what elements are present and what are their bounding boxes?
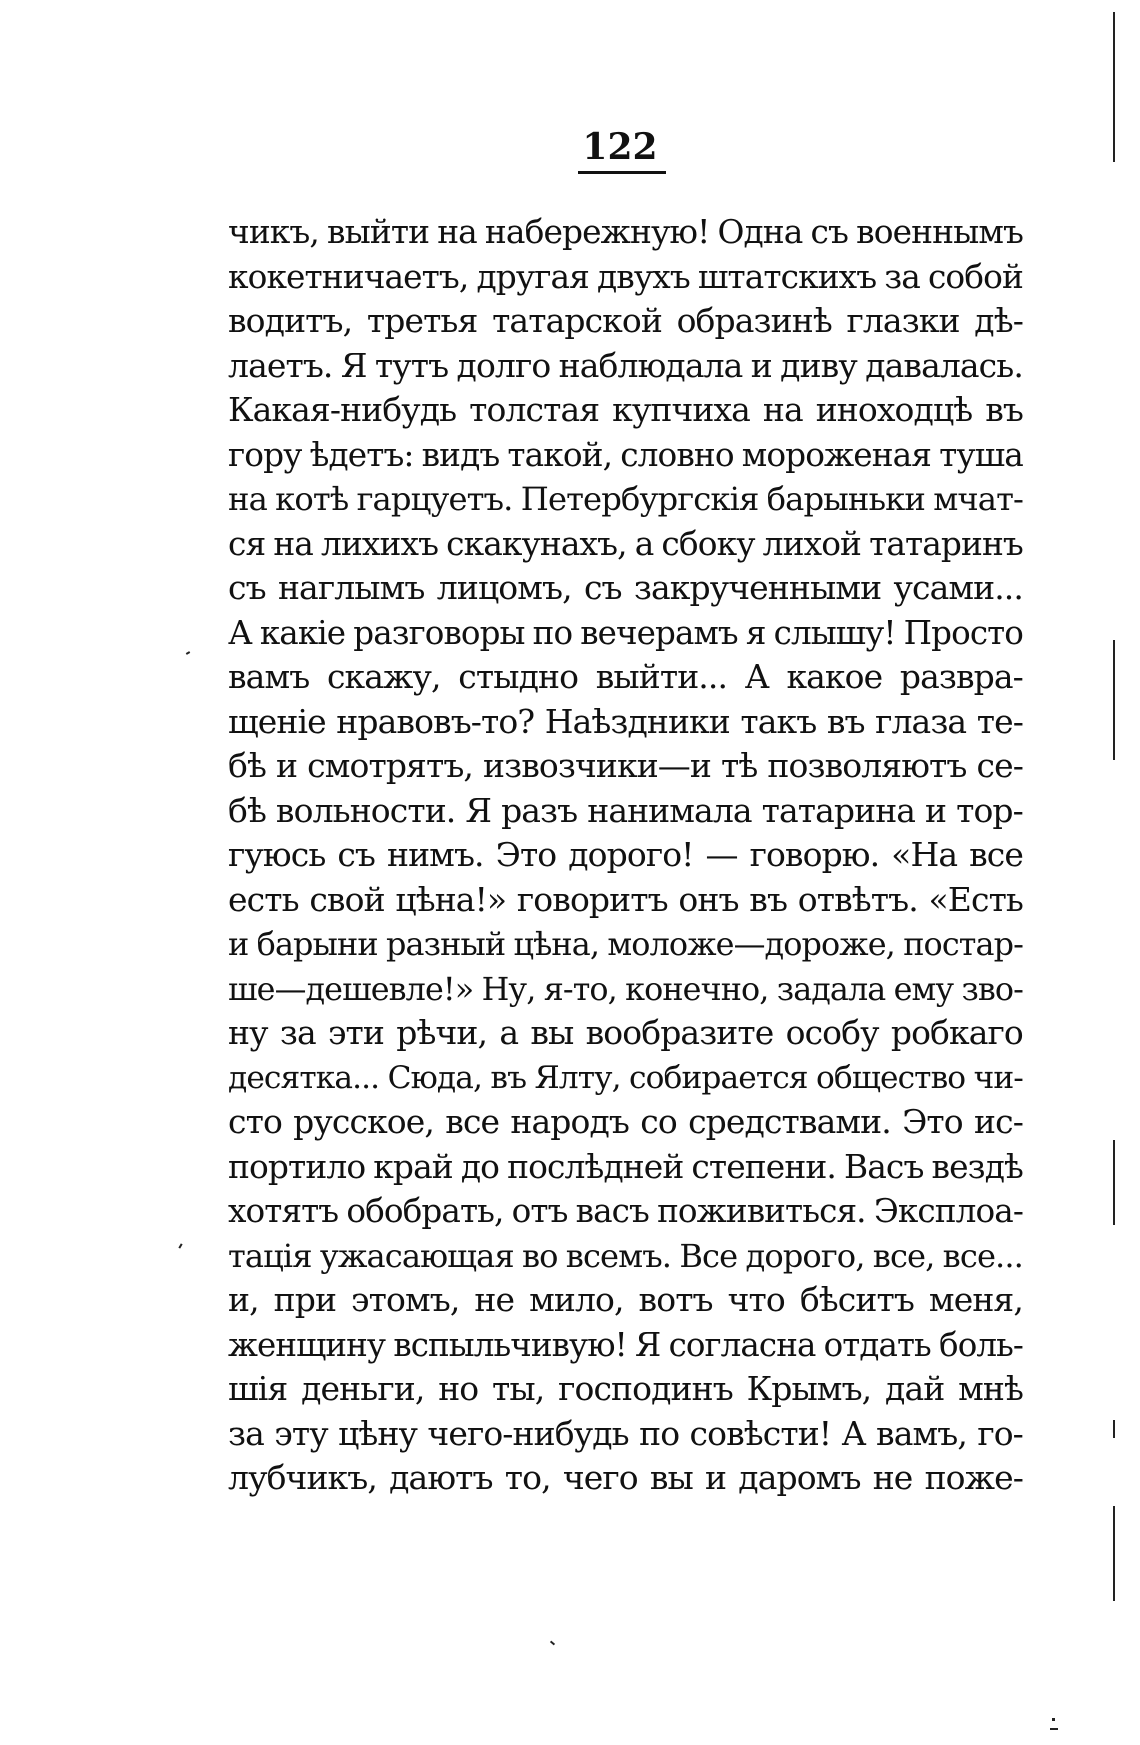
word: мороженая [741,435,932,474]
text-line [228,1456,1023,1501]
word: вы [649,1458,693,1497]
word: говоритъ [516,879,668,919]
word: вамъ [228,657,310,696]
word: и [750,345,772,385]
word: отъ [511,1192,568,1230]
word: вамъ, [876,1413,967,1453]
word: общество [816,1059,966,1096]
word: съ [337,835,376,874]
word: край [373,1146,453,1186]
word: вы [530,1013,574,1052]
word: закрученными [633,568,882,607]
word: мило, [529,1280,624,1319]
page-number-rule [578,171,666,174]
word: извозчики—и [483,746,711,785]
word: купчиха [612,390,750,429]
word: долго [456,345,551,385]
word: гарцуетъ. [356,480,513,518]
word: собирается [629,1059,808,1096]
word: дѣ- [974,301,1023,340]
word: на [762,390,803,429]
word: съ [810,213,849,251]
word: такой, [507,435,613,474]
word: хотятъ [228,1192,339,1230]
text-line [228,344,1023,389]
word: словно [620,435,734,474]
text-line [228,1145,1023,1190]
word: зво- [961,969,1023,1008]
word: нанимала [587,790,752,830]
text-line [228,967,1023,1012]
word: все... [942,1236,1023,1275]
word: гору [228,435,302,474]
word: десятка... [228,1059,380,1096]
word: ужасающая [319,1236,514,1275]
word: вотъ [638,1280,713,1319]
word: бѣситъ [799,1280,914,1319]
scan-margin-line [1113,640,1115,760]
word: двухъ [597,257,690,296]
word: разговоры [353,613,525,652]
word: Просто [903,613,1023,652]
word: господинъ [558,1369,733,1408]
word: согласна [668,1325,816,1364]
word: моложе—дороже, [607,925,895,963]
word: лихой [762,524,862,563]
scan-margin-line [1113,1420,1115,1438]
word: цѣну [338,1413,418,1453]
scan-speck [1050,1728,1058,1730]
word: ис- [974,1102,1023,1141]
text-line [228,388,1023,433]
word: во [521,1236,558,1275]
word: Петербургскія [520,480,759,518]
word: я-то, [543,969,617,1008]
word: поже- [924,1458,1023,1497]
text-line [228,789,1023,834]
word: тѣ [721,746,758,785]
word: Эксплоа- [873,1192,1023,1230]
word: цѣна!» [395,879,507,919]
word: го- [977,1413,1023,1453]
word: развра- [899,657,1023,696]
word: нравовъ-то? [336,701,535,741]
word: послѣдней [507,1146,684,1186]
word: отдать [823,1325,931,1364]
word: съ [583,568,622,607]
word: нимъ. [386,835,484,874]
word: собой [927,257,1023,296]
word: дорого, [745,1236,865,1275]
scan-speck [1052,1718,1055,1721]
scan-margin-line [1113,1506,1115,1601]
word: водитъ, [228,301,353,340]
word: разъ [501,790,578,830]
word: и [705,1458,727,1497]
word: А [228,613,252,652]
word: ше—дешевле!» [228,969,474,1008]
word: татарской [492,301,662,340]
page-number: 122 [582,126,658,168]
word: Крымъ, [746,1369,872,1408]
body-text [228,210,1023,1501]
word: скажу, [326,657,441,696]
word: А [744,657,769,696]
word: Это [495,835,557,874]
word: и [276,746,298,785]
word: се- [976,746,1023,785]
word: ѣдетъ: [309,435,414,474]
word: смотрятъ, [307,746,473,785]
word: даромъ [738,1458,861,1497]
word: вечерамъ [580,613,738,652]
word: глазки [846,301,960,340]
word: портило [228,1146,366,1186]
text-line [228,1011,1023,1056]
word: тор- [956,790,1023,830]
word: робкаго [890,1013,1023,1052]
word: не [474,1280,515,1319]
word: наглымъ [277,568,425,607]
word: какіе [259,613,346,652]
word: Ялту, [534,1059,621,1096]
word: Ну, [481,969,536,1008]
text-line [228,433,1023,478]
word: ну [228,1013,268,1052]
word: говорю. [749,835,880,874]
word: боль- [939,1325,1023,1364]
word: выйти [327,213,430,251]
word: Я [465,790,492,830]
scan-speck [550,1641,555,1646]
word: народъ [510,1102,629,1141]
word: видъ [421,435,500,474]
word: чикъ, [228,213,319,251]
word: ему [893,969,954,1008]
word: васъ [575,1192,649,1230]
word: особу [785,1013,879,1052]
word: за [279,1013,316,1052]
word: барыни [256,925,378,963]
word: Это [902,1102,963,1141]
word: — [705,835,738,874]
word: иноходцѣ [815,390,973,429]
word: деньги, [301,1369,425,1408]
word: совѣсти! [689,1413,832,1453]
word: Одна [717,213,803,251]
word: сто [228,1102,282,1141]
word: тація [228,1236,312,1275]
word: дай [885,1369,945,1408]
word: лихихъ [321,524,439,563]
word: на [437,213,477,251]
word: даютъ [389,1458,493,1497]
word: за [228,1413,264,1453]
word: на [273,524,313,563]
text-line [228,1367,1023,1412]
word: отвѣтъ. [797,879,918,919]
word: бѣ [228,746,266,785]
word: постар- [903,925,1023,963]
word: свой [309,879,385,919]
word: усами... [893,568,1023,607]
word: татаринъ [869,524,1023,563]
word: лицомъ, [436,568,572,607]
word: скакунахъ, [446,524,627,563]
word: Наѣздники [544,701,730,741]
word: диву [780,345,857,385]
word: гуюсь [228,835,326,874]
scan-speck [178,1243,182,1248]
word: какое [786,657,883,696]
text-line [228,922,1023,967]
text-line [228,566,1023,611]
word: рѣчи, [396,1013,488,1052]
word: что [727,1280,785,1319]
word: конечно, [625,969,769,1008]
word: Я [635,1325,661,1364]
word: сбоку [661,524,755,563]
word: мнѣ [958,1369,1023,1408]
word: обобрать, [346,1192,504,1230]
word: наблюдала [558,345,743,385]
word: глаза [875,701,967,741]
word: набережную! [484,213,710,251]
word: слышу! [773,613,896,652]
word: чего-нибудь [427,1413,629,1453]
text-line [228,477,1023,522]
word: я [745,613,766,652]
word: онъ [678,879,739,919]
word: по [639,1413,680,1453]
word: ты, [492,1369,545,1408]
word: съ [228,568,266,607]
text-line [228,1278,1023,1323]
word: за [884,257,920,296]
word: вездѣ [931,1146,1023,1186]
word: А [841,1413,866,1453]
word: средствами. [688,1102,891,1141]
word: Все [679,1236,738,1275]
word: при [273,1280,337,1319]
word: Какая-нибудь [228,390,457,429]
word: русское, [293,1102,434,1141]
word: другая [476,257,589,296]
word: чего [562,1458,638,1497]
word: и [925,790,947,830]
word: и [228,925,249,963]
text-line [228,1412,1023,1457]
word: этомъ, [351,1280,460,1319]
word: разный [386,925,506,963]
word: татарина [761,790,916,830]
text-line [228,833,1023,878]
text-line [228,878,1023,923]
word: лубчикъ, [228,1458,377,1497]
word: выйти... [595,657,728,696]
word: образинѣ [676,301,832,340]
word: Сюда, [387,1059,483,1096]
word: штатскихъ [697,257,877,296]
word: то, [504,1458,551,1497]
word: на [228,480,267,518]
word: задала [776,969,886,1008]
text-line [228,611,1023,656]
scan-margin-line [1113,12,1115,162]
word: чи- [973,1059,1023,1096]
word: те- [976,701,1023,741]
word: все, [872,1236,935,1275]
text-line [228,1056,1023,1101]
text-line [228,655,1023,700]
word: толстая [469,390,600,429]
word: всемъ. [565,1236,672,1275]
word: эту [274,1413,328,1453]
word: а [634,524,654,563]
text-line [228,255,1023,300]
word: дорого! [568,835,694,874]
word: въ [490,1059,527,1096]
word: есть [228,879,299,919]
word: лаетъ. [228,345,333,385]
word: котѣ [275,480,349,518]
word: не [872,1458,913,1497]
scan-margin-line [1113,1140,1115,1225]
word: «Есть [928,879,1023,919]
word: до [460,1146,500,1186]
text-line [228,299,1023,344]
word: меня, [928,1280,1023,1319]
word: все [969,835,1023,874]
word: Я [340,345,367,385]
word: въ [749,879,788,919]
text-line [228,700,1023,745]
word: и, [228,1280,259,1319]
word: давалась. [865,345,1023,385]
word: Васъ [843,1146,924,1186]
word: цѣна, [513,925,600,963]
word: по [532,613,573,652]
word: а [499,1013,519,1052]
word: вообразите [585,1013,774,1052]
word: барыньки [766,480,925,518]
word: щеніе [228,701,326,741]
word: мчат- [933,480,1023,518]
word: такъ [740,701,817,741]
word: эти [327,1013,385,1052]
text-line [228,210,1023,255]
word: туша [939,435,1023,474]
scan-speck [186,651,190,655]
word: позволяютъ [767,746,967,785]
text-line [228,1189,1023,1234]
text-line [228,1323,1023,1368]
word: третья [366,301,478,340]
word: тутъ [374,345,449,385]
word: военнымъ [856,213,1023,251]
text-line [228,1234,1023,1279]
text-line [228,1100,1023,1145]
text-line [228,522,1023,567]
word: вольности. [275,790,456,830]
word: ся [228,524,266,563]
word: бѣ [228,790,266,830]
text-line [228,744,1023,789]
word: поживиться. [657,1192,866,1230]
word: степени. [691,1146,836,1186]
word: кокетничаетъ, [228,257,469,296]
word: въ [826,701,865,741]
word: все [445,1102,500,1141]
word: со [640,1102,677,1141]
word: но [438,1369,479,1408]
word: стыдно [458,657,579,696]
word: «На [891,835,958,874]
word: въ [985,390,1023,429]
word: шія [228,1369,288,1408]
word: вспыльчивую! [393,1325,627,1364]
word: женщину [228,1325,386,1364]
